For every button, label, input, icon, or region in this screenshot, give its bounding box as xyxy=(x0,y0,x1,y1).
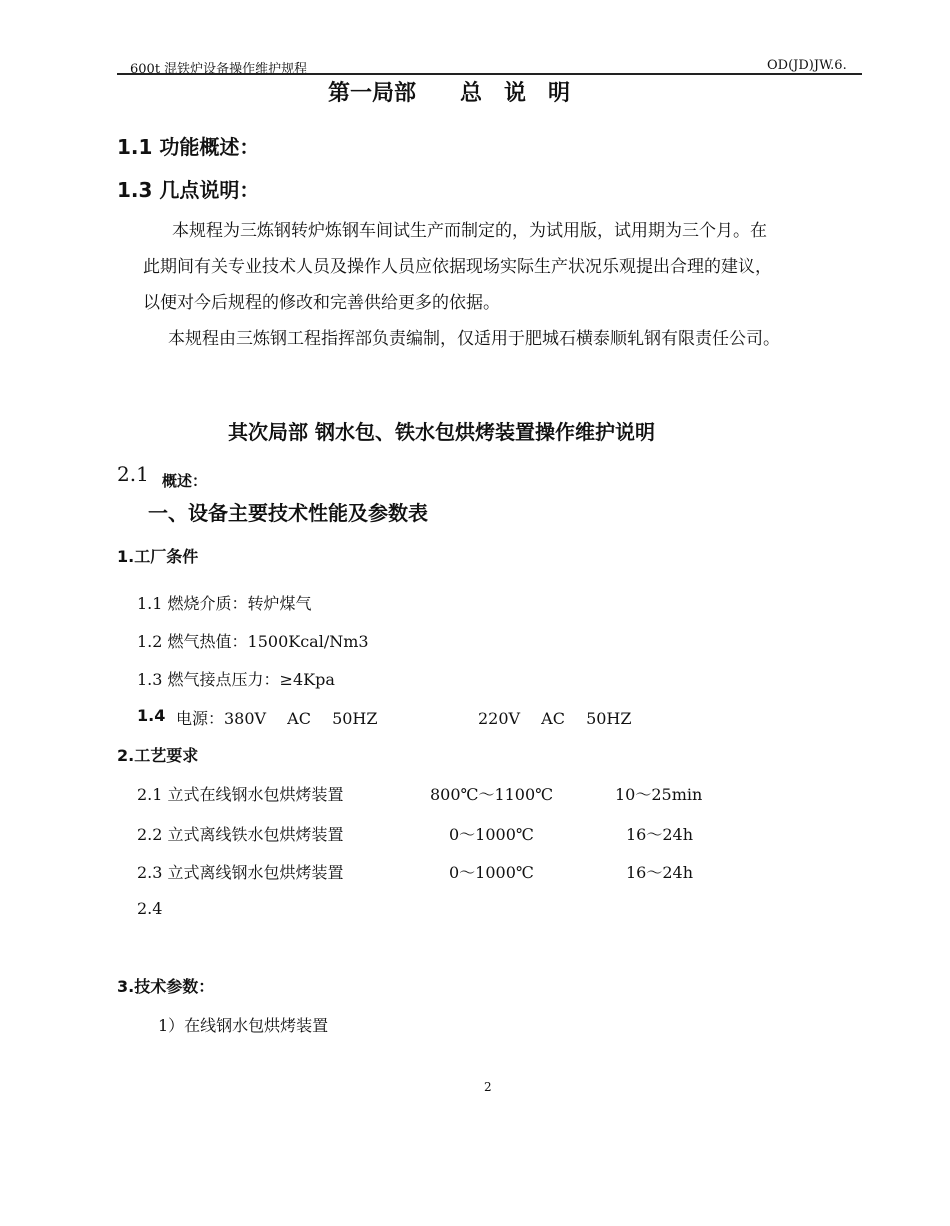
process-row-2-time: 16～24h xyxy=(626,825,694,844)
header-right: OD(JD)JW.6. xyxy=(767,58,847,73)
page-number: 2 xyxy=(484,1080,492,1094)
paragraph2: 本规程由三炼钢工程指挥部负责编制，仅适用于肥城石横泰顺轧钢有限责任公司。 xyxy=(168,329,780,349)
header-rule xyxy=(117,73,862,75)
section-1-1-heading: 1.1 功能概述： xyxy=(117,135,260,159)
section-2-1-number: 2.1 xyxy=(117,462,149,486)
factory-item-4-number: 1.4 xyxy=(137,706,166,725)
factory-item-4-power-alt: 220V AC 50HZ xyxy=(478,709,632,728)
factory-item-1: 1.1 燃烧介质：转炉煤气 xyxy=(137,594,312,613)
header-left: 600t 混铁炉设备操作维护规程 xyxy=(130,62,308,77)
factory-conditions-heading: 1.工厂条件 xyxy=(117,547,199,566)
tech-params-heading: 3.技术参数： xyxy=(117,977,215,996)
process-row-3-time: 16～24h xyxy=(626,863,694,882)
section-2-1-label: 概述： xyxy=(162,472,208,490)
process-row-1-name: 2.1 立式在线钢水包烘烤装置 xyxy=(137,785,344,804)
process-row-1-time: 10～25min xyxy=(615,785,703,804)
process-row-3-name: 2.3 立式离线钢水包烘烤装置 xyxy=(137,863,344,882)
process-row-3-temp: 0～1000℃ xyxy=(449,863,534,882)
process-row-2-name: 2.2 立式离线铁水包烘烤装置 xyxy=(137,825,344,844)
process-row-4: 2.4 xyxy=(137,899,163,918)
paragraph1-line1: 本规程为三炼钢转炉炼钢车间试生产而制定的，为试用版，试用期为三个月。在 xyxy=(172,221,767,241)
part1-title: 第一局部 总 说 明 xyxy=(328,81,571,106)
spec-table-title: 一、设备主要技术性能及参数表 xyxy=(148,501,428,525)
paragraph1-line3: 以便对今后规程的修改和完善供给更多的依据。 xyxy=(143,293,500,313)
section-1-3-heading: 1.3 几点说明： xyxy=(117,178,260,202)
process-requirements-heading: 2.工艺要求 xyxy=(117,746,199,765)
part2-title: 其次局部 钢水包、铁水包烘烤装置操作维护说明 xyxy=(228,420,655,444)
factory-item-2: 1.2 燃气热值：1500Kcal/Nm3 xyxy=(137,632,369,651)
process-row-2-temp: 0～1000℃ xyxy=(449,825,534,844)
process-row-1-temp: 800℃～1100℃ xyxy=(430,785,554,804)
paragraph1-line2: 此期间有关专业技术人员及操作人员应依据现场实际生产状况乐观提出合理的建议， xyxy=(143,257,772,277)
factory-item-3: 1.3 燃气接点压力：≥4Kpa xyxy=(137,670,335,689)
factory-item-4-power: 电源：380V AC 50HZ xyxy=(176,709,378,728)
tech-params-sub1: 1）在线钢水包烘烤装置 xyxy=(158,1016,329,1035)
